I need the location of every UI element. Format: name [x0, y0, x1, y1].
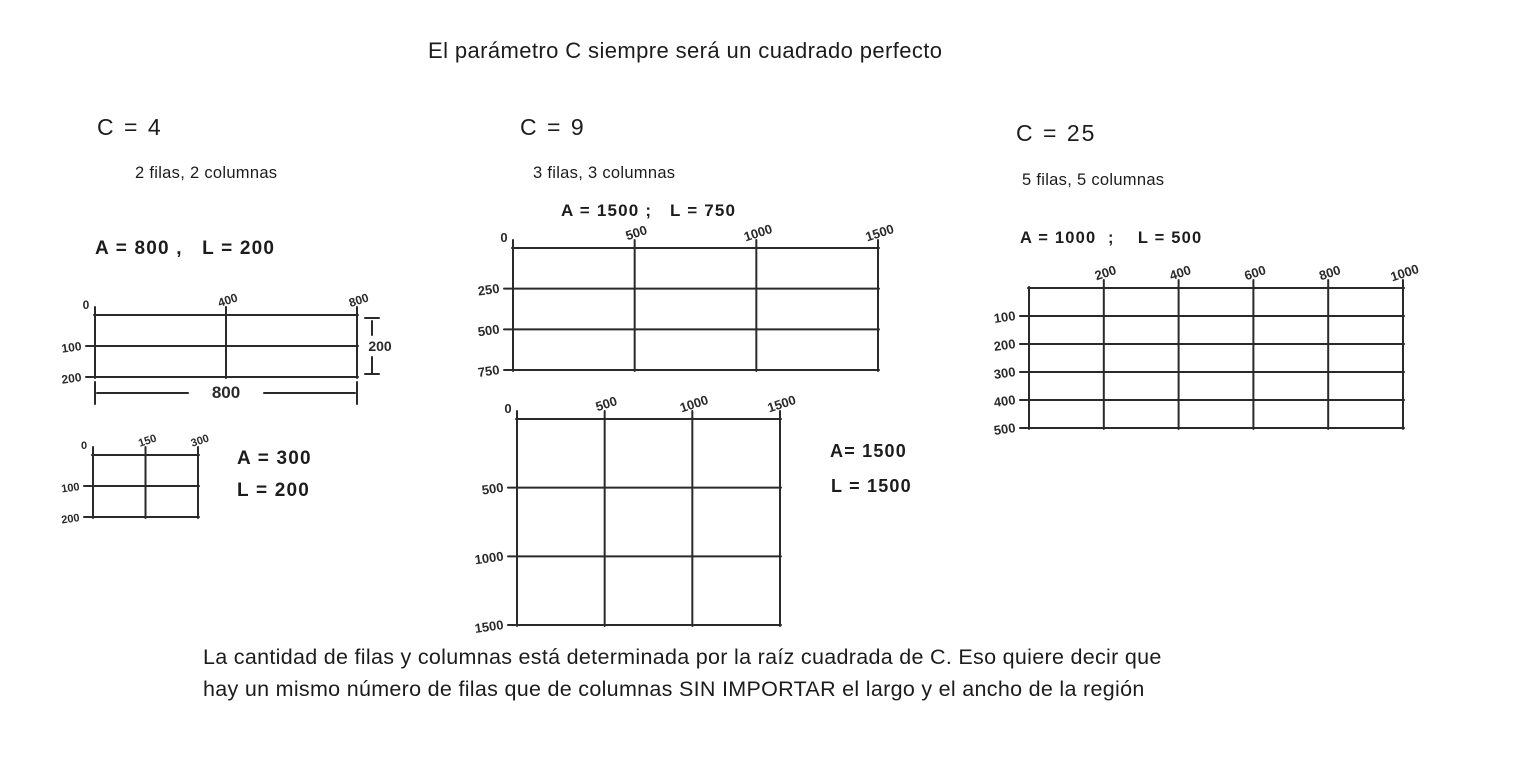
svg-text:0: 0	[82, 298, 90, 312]
svg-text:300: 300	[189, 432, 211, 450]
svg-text:1000: 1000	[677, 392, 711, 416]
footer-line-2: hay un mismo número de filas que de columnas SIN IMPORTAR el largo y el ancho de la región	[203, 677, 1145, 701]
heading-c4: C = 4	[97, 114, 163, 140]
subtitle-c4: 2 filas, 2 columnas	[135, 164, 278, 182]
svg-text:800: 800	[211, 383, 241, 402]
params-c9-square-l: L = 1500	[831, 476, 912, 496]
svg-text:0: 0	[80, 440, 88, 452]
svg-text:200: 200	[368, 338, 392, 354]
svg-text:200: 200	[60, 512, 81, 527]
svg-text:1000: 1000	[1388, 261, 1421, 285]
svg-text:300: 300	[992, 364, 1017, 382]
svg-text:800: 800	[1317, 262, 1343, 284]
params-c9-square-a: A= 1500	[830, 441, 907, 461]
svg-text:1000: 1000	[741, 221, 775, 245]
svg-text:600: 600	[1242, 262, 1268, 284]
svg-text:500: 500	[992, 420, 1017, 438]
svg-text:200: 200	[60, 370, 83, 387]
params-c4-main: A = 800 , L = 200	[95, 238, 276, 259]
svg-text:800: 800	[347, 290, 371, 310]
heading-c25: C = 25	[1016, 120, 1097, 146]
svg-text:1500: 1500	[863, 221, 896, 245]
svg-text:750: 750	[476, 362, 501, 380]
params-c4-small-l: L = 200	[237, 480, 311, 501]
page-title: El parámetro C siempre será un cuadrado perfecto	[428, 38, 943, 63]
svg-text:400: 400	[216, 290, 240, 310]
svg-text:150: 150	[136, 432, 159, 450]
svg-text:200: 200	[992, 336, 1017, 354]
svg-text:400: 400	[992, 392, 1017, 410]
svg-text:1000: 1000	[473, 548, 505, 568]
params-c9-wide: A = 1500 ; L = 750	[561, 201, 737, 220]
footer-line-1: La cantidad de filas y columnas está determinada por la raíz cuadrada de C. Eso quiere decir que	[203, 645, 1162, 669]
svg-text:500: 500	[593, 393, 619, 415]
subtitle-c25: 5 filas, 5 columnas	[1022, 171, 1165, 189]
svg-text:100: 100	[60, 339, 83, 356]
svg-text:1500: 1500	[473, 617, 505, 636]
svg-text:100: 100	[60, 481, 81, 496]
svg-text:500: 500	[623, 222, 649, 244]
svg-text:1500: 1500	[765, 392, 798, 416]
params-c25: A = 1000 ; L = 500	[1020, 229, 1203, 247]
svg-text:500: 500	[476, 321, 501, 340]
subtitle-c9: 3 filas, 3 columnas	[533, 164, 676, 182]
svg-text:250: 250	[476, 280, 501, 299]
svg-text:100: 100	[992, 308, 1017, 326]
svg-text:0: 0	[500, 230, 508, 245]
svg-text:200: 200	[1092, 262, 1119, 284]
svg-text:400: 400	[1167, 262, 1193, 284]
svg-text:0: 0	[504, 401, 512, 416]
svg-text:500: 500	[480, 479, 505, 498]
params-c4-small-a: A = 300	[237, 448, 312, 469]
heading-c9: C = 9	[520, 114, 586, 140]
